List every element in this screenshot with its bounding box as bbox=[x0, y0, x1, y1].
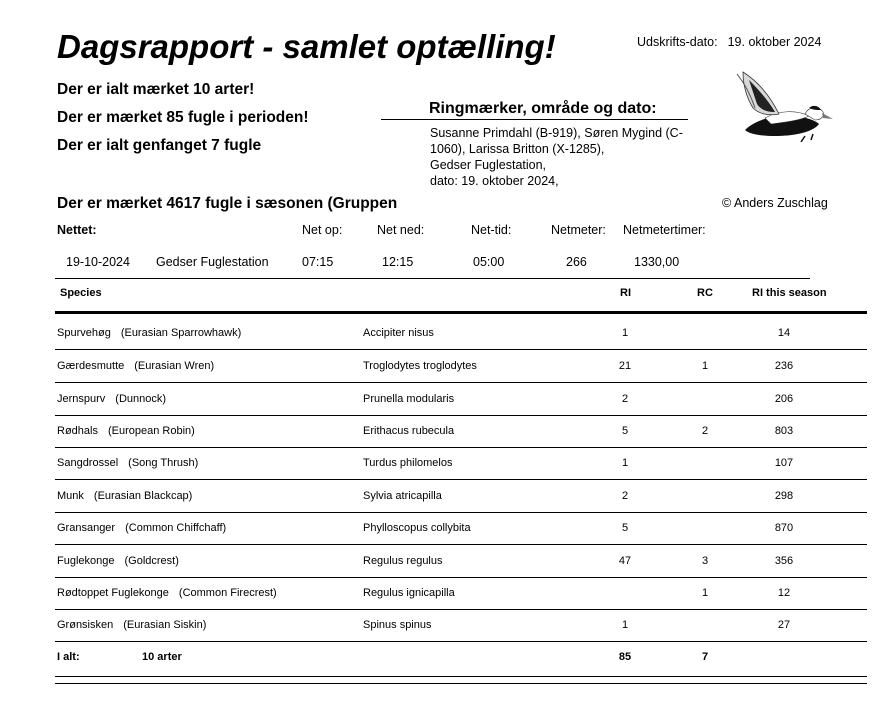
species-danish-name: Rødtoppet Fuglekonge bbox=[57, 586, 169, 599]
species-ri-season: 12 bbox=[777, 586, 791, 599]
total-ri: 85 bbox=[618, 651, 632, 663]
species-danish-name: Sangdrossel bbox=[57, 456, 119, 469]
species-ri-season: 14 bbox=[777, 326, 791, 339]
species-rc: 1 bbox=[701, 586, 709, 599]
net-header-nets: Nettet: bbox=[57, 223, 97, 237]
table-bottom-rule-2 bbox=[55, 683, 867, 684]
table-row bbox=[55, 414, 867, 448]
species-ri: 47 bbox=[618, 554, 632, 567]
total-rc: 7 bbox=[701, 651, 709, 663]
net-up-value: 07:15 bbox=[302, 255, 334, 269]
total-label: I alt: bbox=[57, 651, 80, 663]
species-common-name: (Dunnock) bbox=[115, 392, 167, 405]
net-meters-value: 266 bbox=[566, 255, 587, 269]
table-row bbox=[55, 382, 867, 416]
species-name bbox=[57, 393, 166, 405]
ringers-date: dato: 19. oktober 2024, bbox=[430, 174, 559, 188]
species-latin-name: Phylloscopus collybita bbox=[363, 521, 471, 534]
species-ri-season: 298 bbox=[774, 489, 794, 502]
species-ri-season: 27 bbox=[777, 618, 791, 631]
species-danish-name: Fuglekonge bbox=[57, 554, 115, 567]
table-header-rule bbox=[55, 311, 867, 314]
season-summary: Der er mærket 4617 fugle i sæsonen (Gruppen bbox=[57, 195, 398, 212]
print-date-label: Udskrifts-dato: bbox=[637, 35, 718, 49]
net-header-meter-hours: Netmetertimer: bbox=[623, 223, 706, 237]
species-ri: 1 bbox=[621, 326, 629, 339]
table-header-ri: RI bbox=[620, 287, 631, 299]
table-row bbox=[55, 608, 867, 642]
species-ri-season: 870 bbox=[774, 521, 794, 534]
report-title: Dagsrapport - samlet optælling! bbox=[57, 28, 556, 65]
species-ri-season: 803 bbox=[774, 424, 794, 437]
net-header-time: Net-tid: bbox=[471, 223, 512, 237]
species-ri: 2 bbox=[621, 489, 629, 502]
species-common-name: (Eurasian Wren) bbox=[134, 359, 215, 372]
species-name bbox=[57, 619, 206, 631]
species-latin-name: Sylvia atricapilla bbox=[363, 489, 442, 502]
species-latin-name: Accipiter nisus bbox=[363, 326, 434, 339]
table-row bbox=[55, 576, 867, 610]
species-ri: 1 bbox=[621, 618, 629, 631]
net-separator bbox=[55, 278, 810, 279]
species-common-name: (Goldcrest) bbox=[124, 554, 179, 567]
table-header-species: Species bbox=[60, 287, 102, 299]
species-latin-name: Regulus ignicapilla bbox=[363, 586, 455, 599]
species-name bbox=[57, 587, 277, 599]
ringers-names: Susanne Primdahl (B-919), Søren Mygind (C-1060), Larissa Britton (X-1285), bbox=[430, 126, 683, 156]
table-bottom-rule-1 bbox=[55, 676, 867, 677]
species-name bbox=[57, 522, 226, 534]
table-header-ri-season: RI this season bbox=[752, 287, 827, 299]
table-row bbox=[55, 349, 867, 383]
species-name bbox=[57, 425, 195, 437]
copyright: © Anders Zuschlag bbox=[722, 196, 828, 210]
ringers-underline bbox=[381, 119, 688, 120]
table-header-rc: RC bbox=[697, 287, 713, 299]
species-ri-season: 236 bbox=[774, 359, 794, 372]
species-ri-season: 206 bbox=[774, 392, 794, 405]
total-species-count: 10 arter bbox=[142, 651, 182, 663]
species-common-name: (Common Firecrest) bbox=[178, 586, 277, 599]
net-date: 19-10-2024 bbox=[66, 255, 130, 269]
species-danish-name: Grønsisken bbox=[57, 618, 114, 631]
species-latin-name: Spinus spinus bbox=[363, 618, 432, 631]
species-name bbox=[57, 490, 192, 502]
table-total-row bbox=[55, 642, 867, 672]
species-rc: 1 bbox=[701, 359, 709, 372]
species-danish-name: Munk bbox=[57, 489, 84, 502]
species-common-name: (Song Thrush) bbox=[128, 456, 199, 469]
table-row bbox=[55, 446, 867, 480]
species-danish-name: Rødhals bbox=[57, 424, 98, 437]
species-name bbox=[57, 360, 214, 372]
species-latin-name: Prunella modularis bbox=[363, 392, 455, 405]
species-latin-name: Troglodytes troglodytes bbox=[363, 359, 477, 372]
species-name bbox=[57, 457, 198, 469]
species-danish-name: Jernspurv bbox=[57, 392, 106, 405]
species-ri: 5 bbox=[621, 424, 629, 437]
species-danish-name: Gransanger bbox=[57, 521, 116, 534]
net-time-value: 05:00 bbox=[473, 255, 505, 269]
print-date-value: 19. oktober 2024 bbox=[727, 35, 822, 49]
ringers-title: Ringmærker, område og dato: bbox=[429, 100, 657, 117]
table-row bbox=[55, 316, 867, 350]
species-ri: 21 bbox=[618, 359, 632, 372]
net-down-value: 12:15 bbox=[382, 255, 414, 269]
species-common-name: (European Robin) bbox=[107, 424, 195, 437]
summary-species-count: Der er ialt mærket 10 arter! bbox=[57, 81, 255, 98]
species-name bbox=[57, 555, 179, 567]
table-row bbox=[55, 544, 867, 578]
species-common-name: (Common Chiffchaff) bbox=[125, 521, 227, 534]
species-latin-name: Erithacus rubecula bbox=[363, 424, 455, 437]
species-ri-season: 356 bbox=[774, 554, 794, 567]
species-latin-name: Regulus regulus bbox=[363, 554, 443, 567]
net-header-up: Net op: bbox=[302, 223, 343, 237]
species-common-name: (Eurasian Sparrowhawk) bbox=[120, 326, 242, 339]
species-name bbox=[57, 327, 241, 339]
print-date bbox=[637, 35, 821, 49]
summary-birds-count: Der er mærket 85 fugle i perioden! bbox=[57, 109, 309, 126]
ringers-details bbox=[430, 125, 710, 189]
species-common-name: (Eurasian Siskin) bbox=[123, 618, 207, 631]
species-ri-season: 107 bbox=[774, 456, 794, 469]
species-common-name: (Eurasian Blackcap) bbox=[93, 489, 193, 502]
table-row bbox=[55, 511, 867, 545]
net-place: Gedser Fuglestation bbox=[156, 255, 269, 269]
eider-duck-icon bbox=[735, 70, 835, 142]
species-ri: 1 bbox=[621, 456, 629, 469]
summary-recaptured-count: Der er ialt genfanget 7 fugle bbox=[57, 137, 262, 154]
table-row bbox=[55, 479, 867, 513]
species-rc: 3 bbox=[701, 554, 709, 567]
species-danish-name: Gærdesmutte bbox=[57, 359, 125, 372]
net-header-meters: Netmeter: bbox=[551, 223, 606, 237]
species-latin-name: Turdus philomelos bbox=[363, 456, 453, 469]
species-ri: 2 bbox=[621, 392, 629, 405]
species-ri: 5 bbox=[621, 521, 629, 534]
ringers-location: Gedser Fuglestation, bbox=[430, 158, 547, 172]
species-danish-name: Spurvehøg bbox=[57, 326, 111, 339]
net-meter-hours-value: 1330,00 bbox=[634, 255, 680, 269]
species-rc: 2 bbox=[701, 424, 709, 437]
net-header-down: Net ned: bbox=[377, 223, 425, 237]
